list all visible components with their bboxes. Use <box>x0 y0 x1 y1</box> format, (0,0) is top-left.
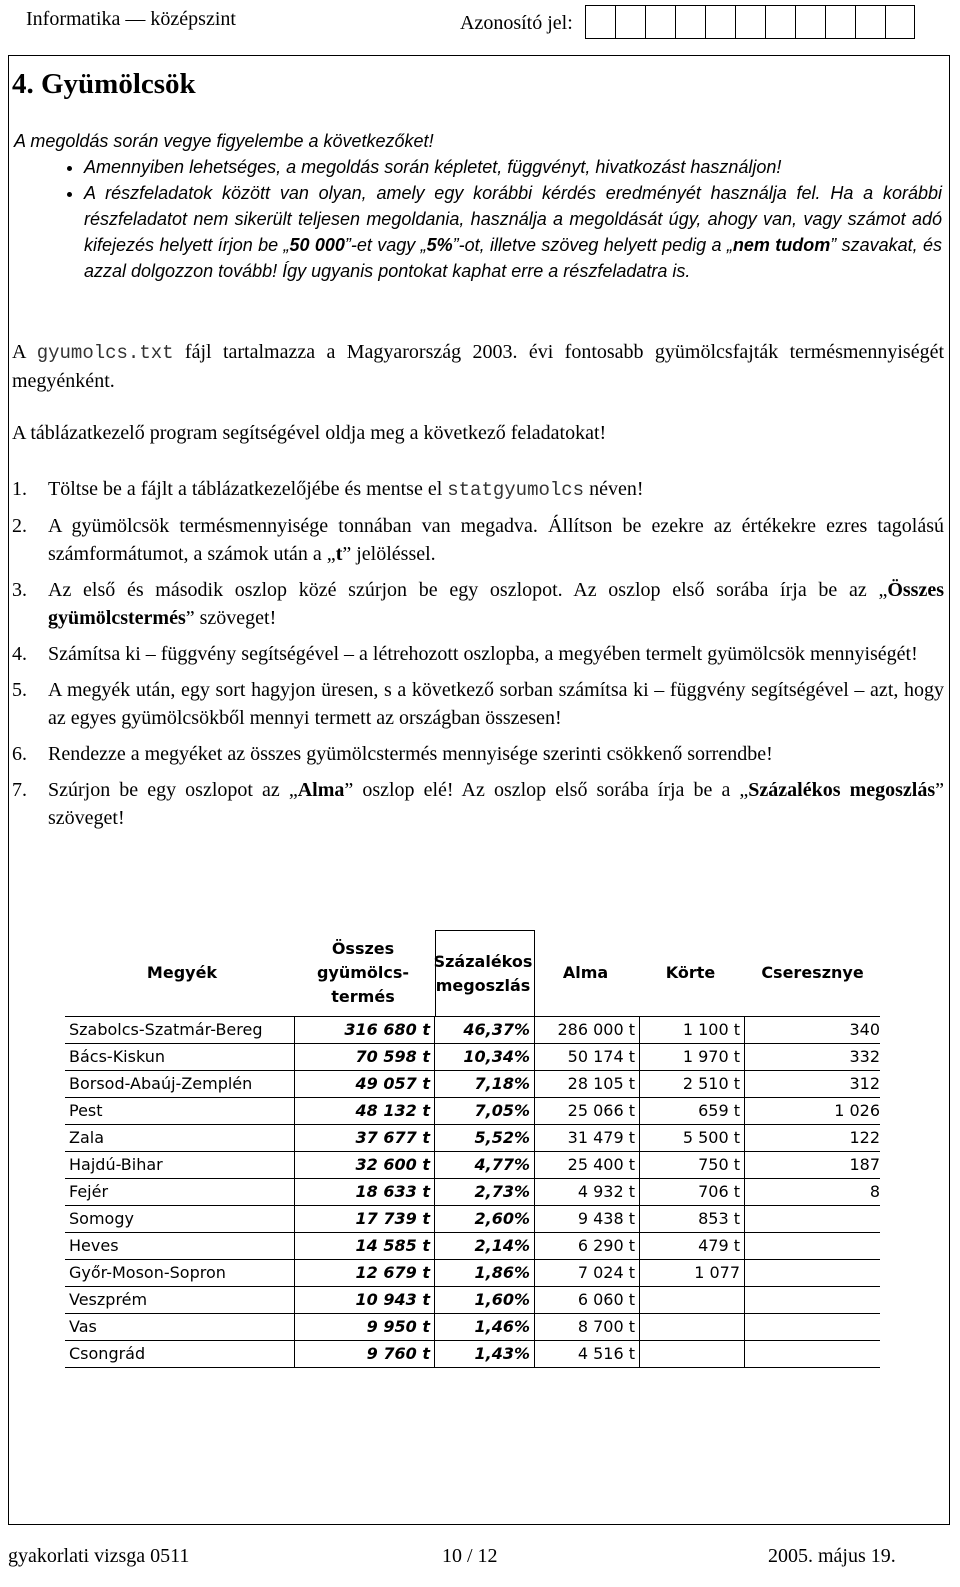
table-cell: 8 700 t <box>535 1314 640 1340</box>
table-row <box>65 1341 880 1368</box>
table-cell: 7 024 t <box>535 1260 640 1286</box>
table-cell: 1,86% <box>435 1260 535 1286</box>
note-lead: A megoldás során vegye figyelembe a következőket! <box>14 131 434 151</box>
table-cell: 18 633 t <box>295 1179 435 1205</box>
table-cell: 32 600 t <box>295 1152 435 1178</box>
task-3: 3. Az első és második oszlop közé szúrjon be egy oszlopot. Az oszlop első sorába írja be az „Összes gyümölcstermés” szöveget! <box>12 579 944 629</box>
table-cell: Zala <box>65 1125 295 1151</box>
table-row <box>65 1152 880 1179</box>
table-row <box>65 1044 880 1071</box>
id-label: Azonosító jel: <box>460 12 573 34</box>
table-cell: 49 057 t <box>295 1071 435 1097</box>
table-cell: Hajdú-Bihar <box>65 1152 295 1178</box>
table-cell: Szabolcs-Szatmár-Bereg <box>65 1017 295 1043</box>
intro-paragraph: A gyumolcs.txt fájl tartalmazza a Magyarország 2003. évi fontosabb gyümölcsfajták termésmennyiségét megyénként. <box>12 341 944 392</box>
table-body <box>65 1017 880 1368</box>
note-bullet-1: • Amennyiben lehetséges, a megoldás során képletet, függvényt, hivatkozást használjon! <box>84 154 942 180</box>
table-cell <box>745 1341 880 1367</box>
table-row <box>65 1098 880 1125</box>
header-subject: Informatika — középszint <box>26 8 236 30</box>
table-cell <box>640 1341 745 1367</box>
table-cell: 2 510 t <box>640 1071 745 1097</box>
task-7: 7. Szúrjon be egy oszlopot az „Alma” oszlop elé! Az oszlop első sorába írja be a „Százalékos megoszlás” szöveget! <box>12 779 944 829</box>
table-cell: 50 174 t <box>535 1044 640 1070</box>
table-row <box>65 1125 880 1152</box>
table-row <box>65 1179 880 1206</box>
table-cell: 340 <box>849 1020 880 1039</box>
table-cell: 1 970 t <box>640 1044 745 1070</box>
table-cell: 4 516 t <box>535 1341 640 1367</box>
header-cell: Cseresznye <box>761 963 864 982</box>
table-cell: 9 950 t <box>295 1314 435 1340</box>
table-cell <box>745 1260 880 1286</box>
table-cell: 5,52% <box>435 1125 535 1151</box>
table-cell: 479 t <box>640 1233 745 1259</box>
table-cell: Győr-Moson-Sopron <box>65 1260 295 1286</box>
table-cell: 1 026 <box>834 1101 880 1120</box>
table-cell: 1 077 <box>640 1260 745 1286</box>
table-cell: 2,60% <box>435 1206 535 1232</box>
table-cell <box>745 1233 880 1259</box>
table-cell: 706 t <box>640 1179 745 1205</box>
table-cell: Fejér <box>65 1179 295 1205</box>
table-cell: 10,34% <box>435 1044 535 1070</box>
table-cell: Veszprém <box>65 1287 295 1313</box>
table-cell: 25 400 t <box>535 1152 640 1178</box>
table-cell: 4 932 t <box>535 1179 640 1205</box>
table-row <box>65 1017 880 1044</box>
table-cell: 6 290 t <box>535 1233 640 1259</box>
header-cell: Alma <box>562 963 609 982</box>
table-cell: 4,77% <box>435 1152 535 1178</box>
table-cell: 8 <box>869 1182 880 1201</box>
table-cell: 659 t <box>640 1098 745 1124</box>
table-row <box>65 1260 880 1287</box>
task-1: 1. Töltse be a fájlt a táblázatkezelőjébe és mentse el statgyumolcs néven! <box>12 478 644 501</box>
filename: gyumolcs.txt <box>36 342 174 364</box>
table-cell: Heves <box>65 1233 295 1259</box>
table-cell <box>745 1287 880 1313</box>
table-cell: 187 <box>849 1155 880 1174</box>
task-list <box>12 475 944 840</box>
table-cell: Somogy <box>65 1206 295 1232</box>
table-cell: 1,60% <box>435 1287 535 1313</box>
header-cell: Százalékos megoszlás <box>435 930 535 1016</box>
table-row <box>65 1287 880 1314</box>
table-cell: 286 000 t <box>535 1017 640 1043</box>
table-cell: 853 t <box>640 1206 745 1232</box>
table-cell: 1,46% <box>435 1314 535 1340</box>
header-cell: Összes gyümölcs-termés <box>316 939 410 1006</box>
task-5: 5. A megyék után, egy sort hagyjon üresen, s a következő sorban számítsa ki – függvény segítségével – azt, hogy az egyes gyümölcsökből mennyi termett az országban összesen! <box>12 679 944 729</box>
footer-date: 2005. május 19. <box>768 1545 896 1567</box>
table-cell: 122 <box>849 1128 880 1147</box>
table-cell: Vas <box>65 1314 295 1340</box>
table-cell: 2,73% <box>435 1179 535 1205</box>
task-6: 6. Rendezze a megyéket az összes gyümölcstermés mennyisége szerinti csökkenő sorrendbe! <box>12 743 773 765</box>
table-cell: 25 066 t <box>535 1098 640 1124</box>
table-cell: Bács-Kiskun <box>65 1044 295 1070</box>
example-table <box>65 930 880 1363</box>
page-title: 4. Gyümölcsök <box>12 68 196 100</box>
table-cell: 12 679 t <box>295 1260 435 1286</box>
table-cell <box>640 1287 745 1313</box>
table-cell: 316 680 t <box>295 1017 435 1043</box>
task-2: 2. A gyümölcsök termésmennyisége tonnában van megadva. Állítson be ezekre az értékekre ezres tagolású számformátumot, a számok után a „t” jelöléssel. <box>12 515 944 565</box>
table-cell: 14 585 t <box>295 1233 435 1259</box>
table-cell: 10 943 t <box>295 1287 435 1313</box>
table-cell: 48 132 t <box>295 1098 435 1124</box>
task-intro: A táblázatkezelő program segítségével oldja meg a következő feladatokat! <box>12 422 607 444</box>
note-bullet-2: • A részfeladatok között van olyan, amely egy korábbi kérdés eredményét használja fel. Ha a korábbi részfeladatot nem sikerült teljesen megoldania, használja a megoldását úgy, ahogy van, vagy számot adó kifejezés helyett írjon be „50 000”-et vagy „5%”-ot, illetve szöveg helyett pedig a „nem tudom” szavakat, és azzal dolgozzon tovább! Így ugyanis pontokat kaphat erre a részfeladatra is. <box>84 180 942 284</box>
table-cell: Borsod-Abaúj-Zemplén <box>65 1071 295 1097</box>
table-cell: 312 <box>849 1074 880 1093</box>
table-cell: Csongrád <box>65 1341 295 1367</box>
table-row <box>65 1071 880 1098</box>
table-cell <box>745 1314 880 1340</box>
table-cell: 70 598 t <box>295 1044 435 1070</box>
task-4: 4. Számítsa ki – függvény segítségével – a létrehozott oszlopba, a megyében termelt gyümölcsök mennyiségét! <box>12 643 918 665</box>
table-row <box>65 1206 880 1233</box>
table-cell: 2,14% <box>435 1233 535 1259</box>
table-cell: 750 t <box>640 1152 745 1178</box>
table-cell: 17 739 t <box>295 1206 435 1232</box>
table-cell: 37 677 t <box>295 1125 435 1151</box>
table-cell: 5 500 t <box>640 1125 745 1151</box>
table-row <box>65 1233 880 1260</box>
header-id <box>460 8 915 39</box>
header-cell: Körte <box>665 963 716 982</box>
table-cell: Pest <box>65 1098 295 1124</box>
table-cell <box>745 1206 880 1232</box>
table-cell <box>640 1314 745 1340</box>
footer-exam: gyakorlati vizsga 0511 <box>8 1545 190 1567</box>
table-cell: 7,05% <box>435 1098 535 1124</box>
table-cell: 1,43% <box>435 1341 535 1367</box>
table-cell: 9 760 t <box>295 1341 435 1367</box>
instructions-note <box>12 128 942 284</box>
table-cell: 46,37% <box>435 1017 535 1043</box>
table-cell: 7,18% <box>435 1071 535 1097</box>
table-cell: 28 105 t <box>535 1071 640 1097</box>
table-cell: 1 100 t <box>640 1017 745 1043</box>
table-cell: 9 438 t <box>535 1206 640 1232</box>
id-boxes <box>585 5 915 39</box>
table-cell: 332 <box>849 1047 880 1066</box>
table-cell: 6 060 t <box>535 1287 640 1313</box>
header-cell: Megyék <box>146 963 218 982</box>
table-header-row <box>65 930 880 1017</box>
table-cell: 31 479 t <box>535 1125 640 1151</box>
footer-page: 10 / 12 <box>442 1545 498 1567</box>
table-row <box>65 1314 880 1341</box>
